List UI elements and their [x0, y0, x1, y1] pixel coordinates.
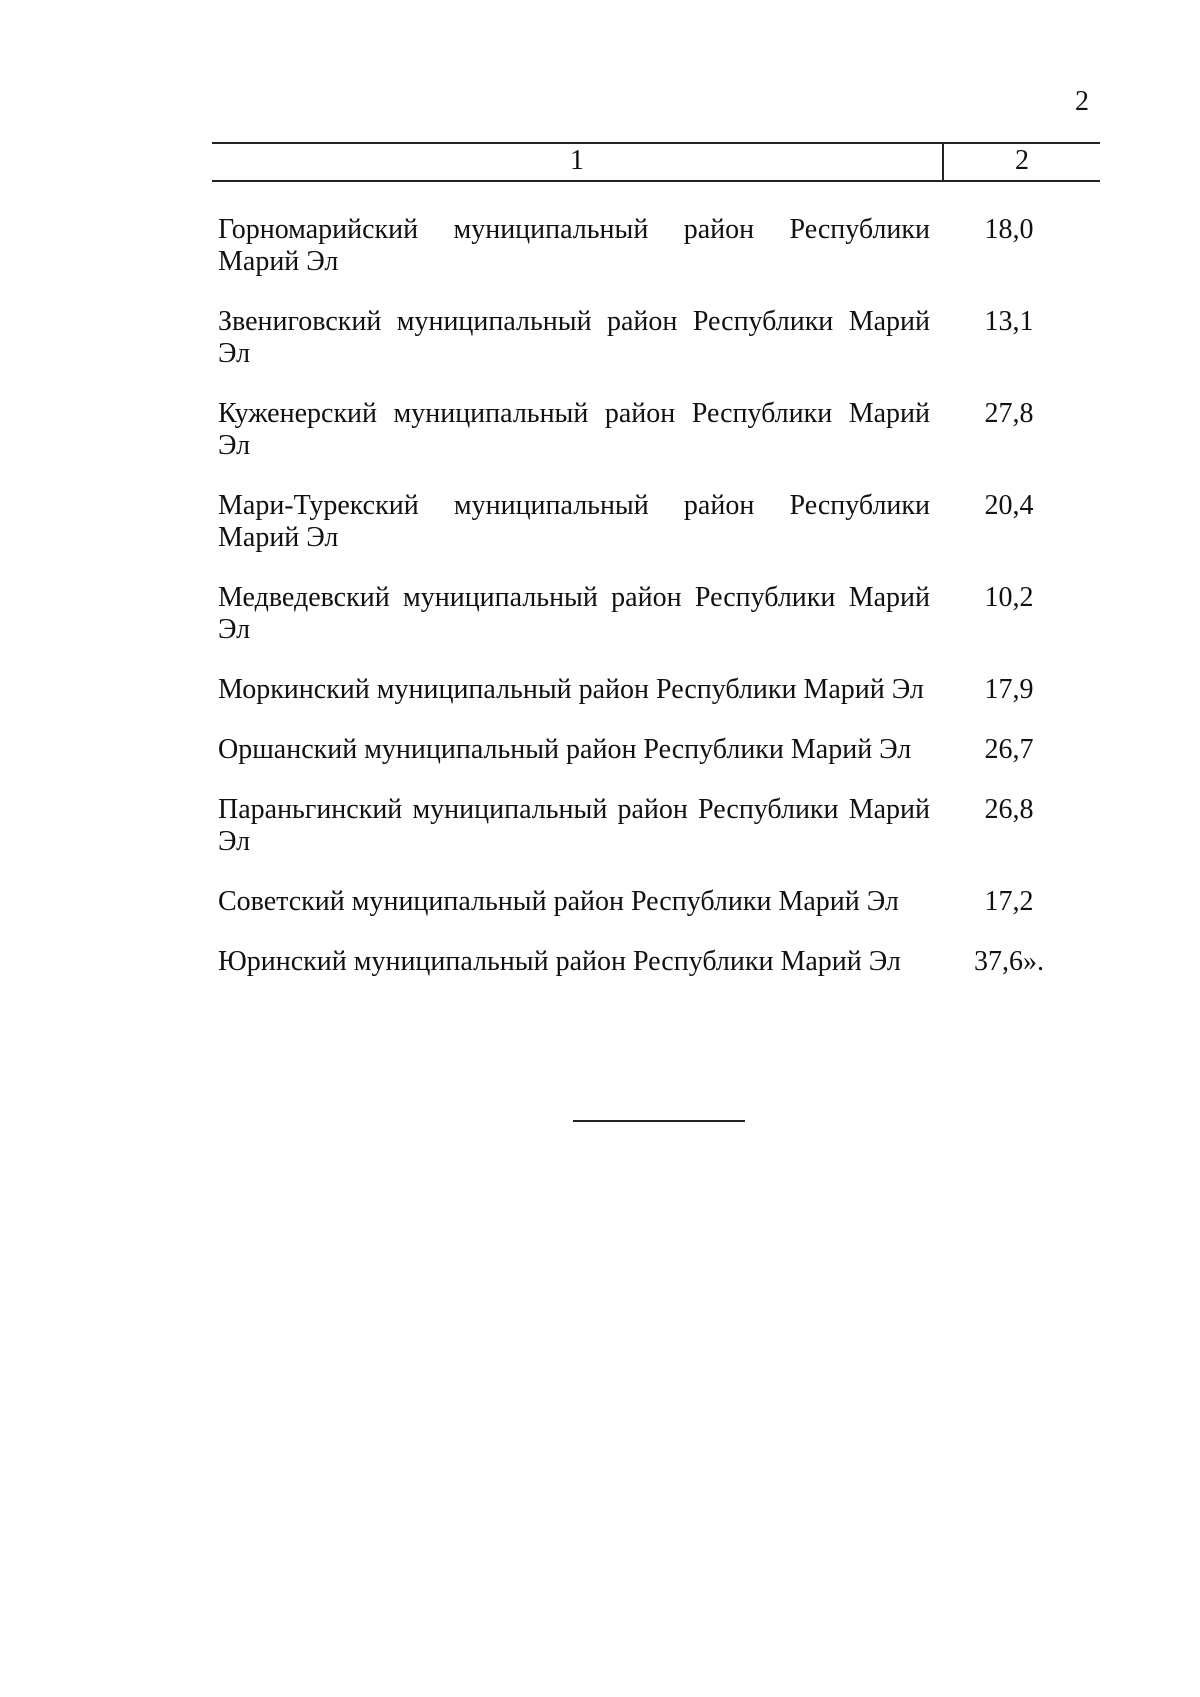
- district-value: 20,4: [984, 490, 1034, 521]
- table-body: [218, 214, 1078, 1006]
- district-name: Оршанский муниципальный район Республики Марий Эл: [218, 734, 912, 765]
- district-name: Мари-Турекский муниципальный район Республики Марий Эл: [218, 490, 930, 553]
- district-name: Советский муниципальный район Республики Марий Эл: [218, 886, 899, 917]
- district-name: Параньгинский муниципальный район Республики Марий Эл: [218, 794, 930, 857]
- district-value: 17,9: [984, 674, 1034, 705]
- table-row: [218, 490, 1078, 554]
- table-header: [212, 142, 1100, 182]
- district-name: Горномарийский муниципальный район Республики Марий Эл: [218, 214, 930, 277]
- district-value: 26,7: [984, 734, 1034, 765]
- district-value: 26,8: [984, 794, 1034, 825]
- table-row: [218, 794, 1078, 858]
- district-value: 18,0: [984, 214, 1034, 245]
- table-header-col1: 1: [212, 144, 944, 180]
- district-name: Звениговский муниципальный район Республики Марий Эл: [218, 306, 930, 369]
- table-row: [218, 946, 1078, 978]
- table-header-col2: 2: [1015, 145, 1029, 176]
- district-name: Куженерский муниципальный район Республики Марий Эл: [218, 398, 930, 461]
- district-name: Моркинский муниципальный район Республики Марий Эл: [218, 674, 924, 705]
- district-value: 10,2: [984, 582, 1034, 613]
- district-value: 17,2: [984, 886, 1034, 917]
- table-row: [218, 674, 1078, 706]
- district-value: 37,6».: [974, 946, 1044, 977]
- table-row: [218, 306, 1078, 370]
- end-divider: [573, 1120, 745, 1122]
- table-row: [218, 734, 1078, 766]
- table-row: [218, 886, 1078, 918]
- district-value: 13,1: [984, 306, 1034, 337]
- district-name: Медведевский муниципальный район Республики Марий Эл: [218, 582, 930, 645]
- district-name: Юринский муниципальный район Республики Марий Эл: [218, 946, 901, 977]
- table-row: [218, 398, 1078, 462]
- table-row: [218, 582, 1078, 646]
- district-value: 27,8: [984, 398, 1034, 429]
- page-number: 2: [1075, 86, 1089, 117]
- table-row: [218, 214, 1078, 278]
